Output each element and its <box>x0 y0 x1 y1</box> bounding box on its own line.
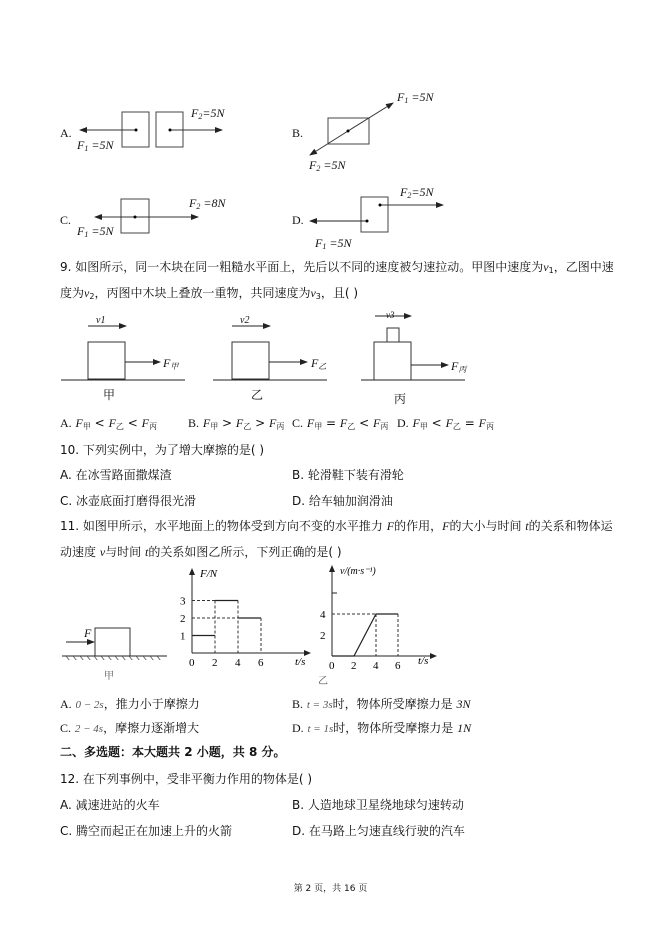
q12-option-d[interactable]: D. 在马路上匀速直线行驶的汽车 <box>292 824 465 838</box>
x-tick-label: 0 <box>329 660 335 672</box>
y-axis-arrow <box>329 565 335 572</box>
force-label-f2: $F_2 =8N$ <box>189 196 226 211</box>
y-tick-label: 1 <box>180 630 186 643</box>
y-axis-label: v/(m·s⁻¹) <box>340 566 376 577</box>
velocity-label: v3 <box>386 310 395 320</box>
x-tick-label: 4 <box>373 660 379 672</box>
figure-caption-yi: 乙 <box>318 676 328 687</box>
q11-stem-line2: 动速度 v与时间 t的关系如图乙所示，下列正确的是( ) <box>60 545 342 559</box>
x-tick-label: 6 <box>395 660 401 672</box>
figure-caption: 乙 <box>251 388 264 402</box>
velocity-label: v2 <box>240 315 250 326</box>
force-label-f1: $F_1 =5N$ <box>397 90 434 105</box>
option-letter: C. <box>60 213 72 227</box>
x-axis-arrow <box>304 650 311 656</box>
y-axis-label: F/N <box>200 568 218 580</box>
y-axis-arrow <box>189 568 195 575</box>
x-axis-label: t/s <box>418 655 429 667</box>
force-label-f2: $F_2=5N$ <box>191 106 225 121</box>
q10-option-c[interactable]: C. 冰壶底面打磨得很光滑 <box>60 494 197 508</box>
q12-option-b[interactable]: B. 人造地球卫星绕地球匀速转动 <box>292 798 464 812</box>
q9-option-d[interactable]: D. $F_甲 < F_乙 = F_丙$ <box>397 416 494 431</box>
x-axis-arrow <box>430 653 437 659</box>
force-diagram-b <box>305 100 425 160</box>
force-time-chart <box>180 565 320 675</box>
q9-stem-line1: 9. 如图所示，同一木块在同一粗糙水平面上，先后以不同的速度被匀速拉动。甲图中速度为$v_1$，乙图中速 <box>60 260 614 275</box>
q11-stem-line1: 11. 如图甲所示，水平地面上的物体受到方向不变的水平推力 F的作用，F的大小与时间 t的关系和物体运 <box>60 519 613 533</box>
q11-option-d[interactable]: D. t = 1s时，物体所受摩擦力是 1N <box>292 721 472 735</box>
y-tick-label: 3 <box>180 595 186 608</box>
block-diagram <box>60 312 210 384</box>
x-tick-label: 4 <box>235 657 241 669</box>
force-label: $F_甲$ <box>163 356 179 371</box>
x-tick-label: 0 <box>189 657 195 669</box>
velocity-label: v1 <box>96 315 106 326</box>
q10-option-a[interactable]: A. 在冰雪路面撒煤渣 <box>60 468 172 482</box>
option-letter: D. <box>292 213 304 227</box>
q9-option-c[interactable]: C. $F_甲 = F_乙 < F_丙$ <box>292 416 389 431</box>
block-diagram <box>360 308 490 384</box>
q9-option-b[interactable]: B. $F_甲 > F_乙 > F_丙$ <box>188 416 285 431</box>
q9-option-a[interactable]: A. $F_甲 < F_乙 < F_丙$ <box>60 416 157 431</box>
x-tick-label: 2 <box>212 657 218 669</box>
force-label: $F_丙$ <box>451 359 467 374</box>
velocity-time-chart <box>312 562 442 677</box>
x-axis-label: t/s <box>295 656 306 668</box>
y-tick-label: 2 <box>320 630 326 642</box>
force-label: $F_乙$ <box>311 356 327 371</box>
q10-option-b[interactable]: B. 轮滑鞋下装有滑轮 <box>292 468 404 482</box>
figure-caption: 甲 <box>103 388 116 402</box>
section-2-heading: 二、多选题：本大题共 2 小题，共 8 分。 <box>60 745 286 759</box>
q11-option-c[interactable]: C. 2 − 4s，摩擦力逐渐增大 <box>60 721 200 735</box>
figure-caption-jia: 甲 <box>104 671 114 682</box>
q12-stem: 12. 在下列事例中，受非平衡力作用的物体是( ) <box>60 772 313 786</box>
y-tick-label: 4 <box>320 609 326 621</box>
force-label-f2: $F_2=5N$ <box>400 185 434 200</box>
force-label-f1: $F_1 =5N$ <box>77 224 114 239</box>
page-footer: 第 2 页，共 16 页 <box>293 884 368 894</box>
option-letter: B. <box>292 126 304 140</box>
q12-option-a[interactable]: A. 减速进站的火车 <box>60 798 160 812</box>
option-letter: A. <box>60 126 72 140</box>
x-tick-label: 6 <box>258 657 264 669</box>
y-tick-label: 2 <box>180 613 186 625</box>
force-label-f2: $F_2 =5N$ <box>309 158 346 173</box>
q12-option-c[interactable]: C. 腾空而起正在加速上升的火箭 <box>60 824 233 838</box>
q11-option-b[interactable]: B. t = 3s时，物体所受摩擦力是 3N <box>292 697 471 711</box>
data-line <box>332 614 398 656</box>
pushed-block-diagram <box>62 620 172 660</box>
figure-caption: 丙 <box>394 392 407 406</box>
q10-option-d[interactable]: D. 给车轴加润滑油 <box>292 494 393 508</box>
force-label-f1: $F_1 =5N$ <box>315 236 352 251</box>
q10-stem: 10. 下列实例中，为了增大摩擦的是( ) <box>60 443 265 457</box>
force-label-f1: $F_1 =5N$ <box>77 138 114 153</box>
x-tick-label: 2 <box>351 660 357 672</box>
push-force-label: F <box>84 626 92 640</box>
q9-stem-line2: 度为$v_2$，丙图中木块上叠放一重物，共同速度为$v_3$，且( ) <box>60 286 359 301</box>
q11-option-a[interactable]: A. 0 − 2s，推力小于摩擦力 <box>60 697 200 711</box>
